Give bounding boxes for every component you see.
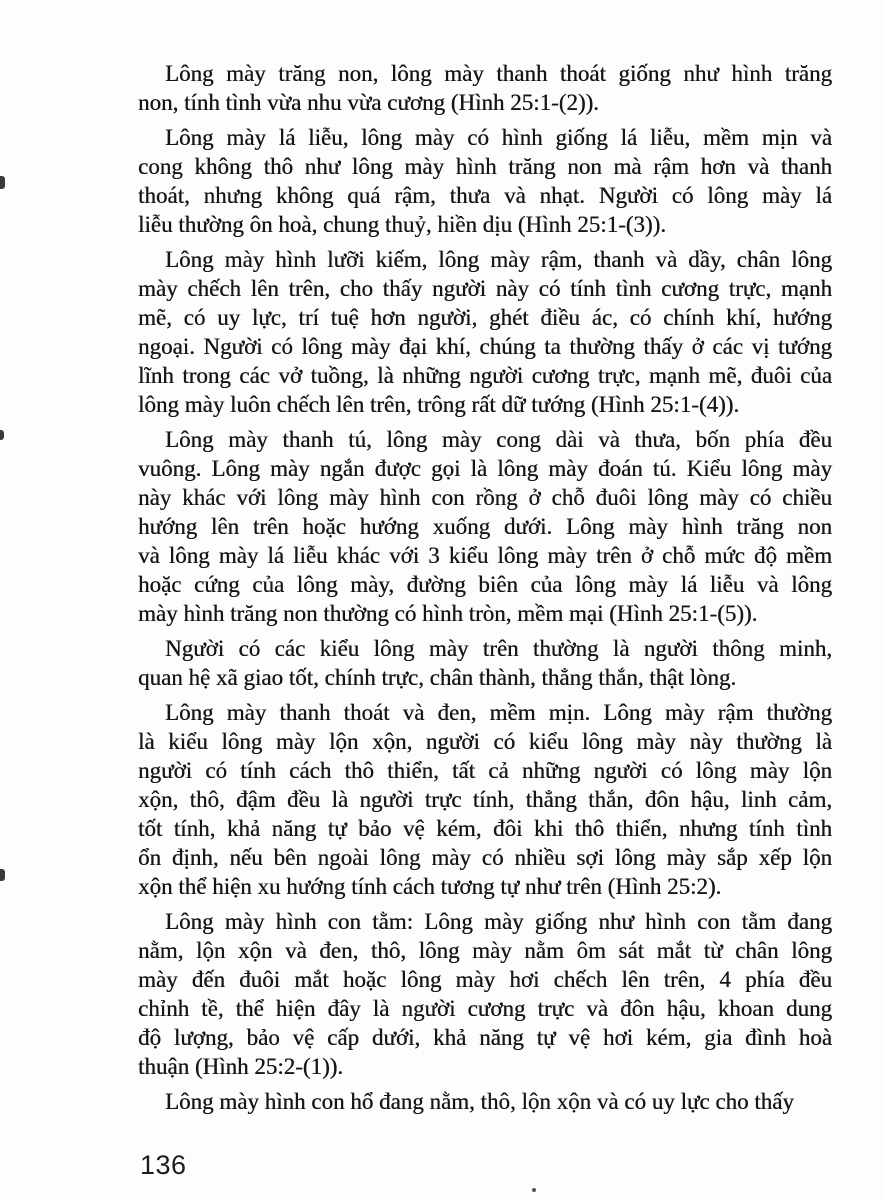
scan-speck bbox=[0, 869, 5, 881]
paragraph bbox=[138, 123, 832, 239]
scan-speck bbox=[0, 430, 4, 440]
text-line: hoặc cứng của lông mày, đường biên của lông mày lá liễu và lông bbox=[138, 572, 832, 597]
text-line: là kiểu lông mày lộn xộn, người có kiểu lông mày này thường là bbox=[138, 729, 832, 754]
text-line: cong không thô như lông mày hình trăng non mà rậm hơn và thanh bbox=[138, 154, 832, 179]
text-line: nằm, lộn xộn và đen, thô, lông mày nằm ôm sát mắt từ chân lông bbox=[138, 938, 832, 963]
text-line: Lông mày hình con tằm: Lông mày giống như hình con tằm đang bbox=[165, 909, 832, 934]
text-line: ngoại. Người có lông mày đại khí, chúng ta thường thấy ở các vị tướng bbox=[138, 334, 832, 359]
text-line: ổn định, nếu bên ngoài lông mày có nhiều sợi lông mày sắp xếp lộn bbox=[138, 845, 832, 870]
text-line: Người có các kiểu lông mày trên thường là người thông minh, bbox=[165, 636, 832, 661]
text-line: mày hình trăng non thường có hình tròn, mềm mại (Hình 25:1-(5)). bbox=[138, 601, 758, 626]
text-line: mày chếch lên trên, cho thấy người này có tính tình cương trực, mạnh bbox=[138, 276, 832, 301]
text-line: liễu thường ôn hoà, chung thuỷ, hiền dịu (Hình 25:1-(3)). bbox=[138, 212, 666, 237]
text-line: non, tính tình vừa nhu vừa cương (Hình 25:1-(2)). bbox=[138, 90, 599, 115]
page-body bbox=[138, 59, 832, 1122]
paragraph bbox=[138, 698, 832, 901]
text-line: quan hệ xã giao tốt, chính trực, chân thành, thẳng thắn, thật lòng. bbox=[138, 665, 737, 690]
text-line: thoát, nhưng không quá rậm, thưa và nhạt. Người có lông mày lá bbox=[138, 183, 832, 208]
scan-speck bbox=[532, 1188, 536, 1192]
text-line: thuận (Hình 25:2-(1)). bbox=[138, 1054, 344, 1079]
paragraph bbox=[138, 245, 832, 419]
scan-speck bbox=[0, 176, 5, 189]
text-line: lĩnh trong các vở tuồng, là những người cương trực, mạnh mẽ, đuôi của bbox=[138, 363, 832, 388]
text-line: xộn thể hiện xu hướng tính cách tương tự như trên (Hình 25:2). bbox=[138, 874, 722, 899]
text-line: và lông mày lá liễu khác với 3 kiểu lông mày trên ở chỗ mức độ mềm bbox=[138, 543, 832, 568]
text-line: người có tính cách thô thiển, tất cả những người có lông mày lộn bbox=[138, 758, 832, 783]
text-line: Lông mày hình con hổ đang nằm, thô, lộn xộn và có uy lực cho thấy bbox=[165, 1089, 794, 1114]
text-line: này khác với lông mày hình con rồng ở chỗ đuôi lông mày có chiều bbox=[138, 485, 832, 510]
text-line: Lông mày hình lưỡi kiếm, lông mày rậm, thanh và dầy, chân lông bbox=[165, 247, 832, 272]
text-line: Lông mày thanh tú, lông mày cong dài và thưa, bốn phía đều bbox=[165, 427, 832, 452]
text-line: độ lượng, bảo vệ cấp dưới, khả năng tự vệ hơi kém, gia đình hoà bbox=[138, 1025, 832, 1050]
text-line: tốt tính, khả năng tự bảo vệ kém, đôi khi thô thiển, nhưng tính tình bbox=[138, 816, 832, 841]
paragraph bbox=[138, 1087, 832, 1116]
text-line: vuông. Lông mày ngắn được gọi là lông mày đoán tú. Kiểu lông mày bbox=[138, 456, 832, 481]
paragraph bbox=[138, 59, 832, 117]
text-line: chỉnh tề, thể hiện đây là người cương trực và đôn hậu, khoan dung bbox=[138, 996, 832, 1021]
text-line: mẽ, có uy lực, trí tuệ hơn người, ghét điều ác, có chính khí, hướng bbox=[138, 305, 832, 330]
text-line: xộn, thô, đậm đều là người trực tính, thẳng thắn, đôn hậu, linh cảm, bbox=[138, 787, 832, 812]
text-line: Lông mày thanh thoát và đen, mềm mịn. Lông mày rậm thường bbox=[165, 700, 832, 725]
paragraph bbox=[138, 425, 832, 628]
text-line: mày đến đuôi mắt hoặc lông mày hơi chếch lên trên, 4 phía đều bbox=[138, 967, 832, 992]
text-line: Lông mày lá liễu, lông mày có hình giống lá liễu, mềm mịn và bbox=[165, 125, 832, 150]
text-line: Lông mày trăng non, lông mày thanh thoát giống như hình trăng bbox=[165, 61, 832, 86]
page-number: 136 bbox=[140, 1150, 187, 1180]
paragraph bbox=[138, 907, 832, 1081]
text-line: hướng lên trên hoặc hướng xuống dưới. Lông mày hình trăng non bbox=[138, 514, 832, 539]
text-line: lông mày luôn chếch lên trên, trông rất dữ tướng (Hình 25:1-(4)). bbox=[138, 392, 740, 417]
paragraph bbox=[138, 634, 832, 692]
